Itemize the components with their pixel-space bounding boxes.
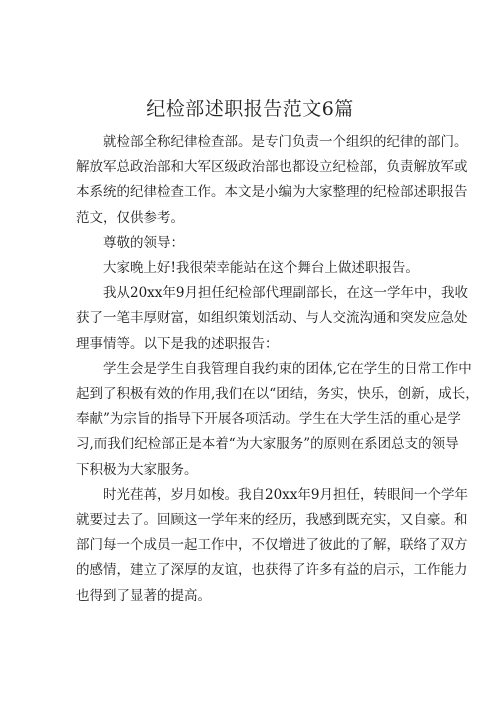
text-line: 大家晚上好!我很荣幸能站在这个舞台上做述职报告。 bbox=[103, 260, 419, 277]
paragraph-greeting bbox=[76, 256, 436, 281]
document-title: 纪检部述职报告范文6篇 bbox=[146, 98, 354, 120]
text-line: 习,而我们纪检部正是本着“为大家服务”的原则在系团总支的领导 bbox=[76, 436, 459, 453]
paragraph-reflection bbox=[76, 483, 468, 609]
text-line: 理事情等。以下是我的述职报告： bbox=[76, 335, 279, 352]
text-line: 解放军总政治部和大军区级政治部也都设立纪检部，负责解放军或 bbox=[76, 159, 468, 176]
text-line: 就检部全称纪律检查部。是专门负责一个组织的纪律的部门。 bbox=[103, 134, 468, 150]
text-line: 尊敬的领导： bbox=[103, 234, 184, 251]
paragraph-intro bbox=[76, 130, 468, 231]
text-line: 也得到了显著的提高。 bbox=[76, 587, 211, 604]
text-line: 我从20xx年9月担任纪检部代理副部长，在这一学年中，我收 bbox=[103, 285, 468, 302]
paragraph-appointment bbox=[76, 281, 468, 357]
text-line: 起到了积极有效的作用,我们在以“团结，务实，快乐，创新，成长， bbox=[76, 386, 479, 403]
paragraph-student-union bbox=[76, 357, 479, 483]
text-line: 本系统的纪律检查工作。本文是小编为大家整理的纪检部述职报告 bbox=[76, 184, 468, 201]
text-line: 范文，仅供参考。 bbox=[76, 209, 184, 226]
text-line: 奉献”为宗旨的指导下开展各项活动。学生在大学生活的重心是学 bbox=[76, 411, 461, 428]
text-line: 的感情，建立了深厚的友谊，也获得了许多有益的启示，工作能力 bbox=[76, 562, 468, 579]
text-line: 就要过去了。回顾这一学年来的经历，我感到既充实，又自豪。和 bbox=[76, 512, 468, 529]
text-line: 获了一笔丰厚财富，如组织策划活动、与人交流沟通和突发应急处 bbox=[76, 310, 468, 327]
text-line: 时光荏苒，岁月如梭。我自20xx年9月担任，转眼间一个学年 bbox=[103, 486, 468, 503]
paragraph-salutation bbox=[76, 231, 436, 256]
text-line: 部门每一个成员一起工作中，不仅增进了彼此的了解，联络了双方 bbox=[76, 537, 468, 554]
text-line: 学生会是学生自我管理自我约束的团体,它在学生的日常工作中 bbox=[103, 360, 472, 377]
text-line: 下积极为大家服务。 bbox=[76, 461, 198, 478]
document-body bbox=[76, 130, 479, 609]
